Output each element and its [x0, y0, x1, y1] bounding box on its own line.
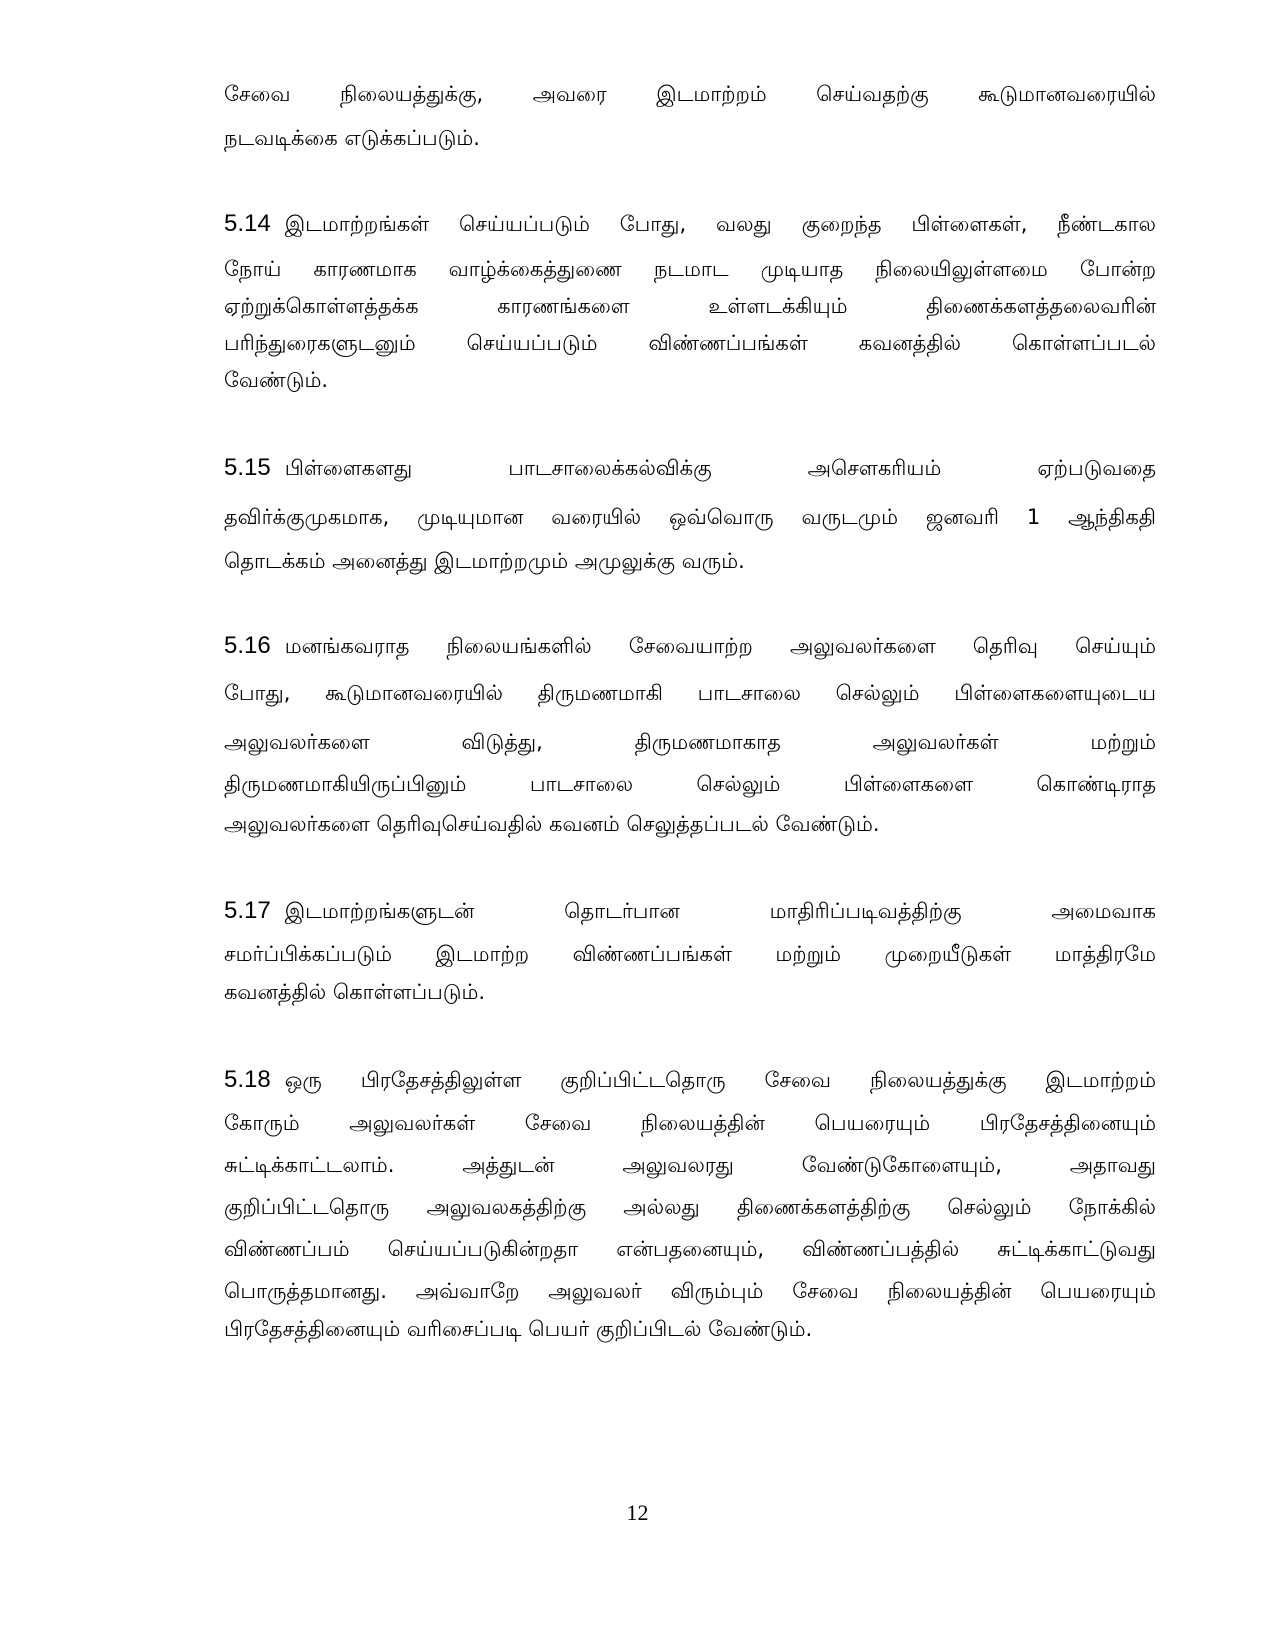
paragraph-text: பிள்ளைகளது பாடசாலைக்கல்விக்கு அசௌகரியம் ஏற்படுவதை: [284, 456, 1156, 480]
section-number: 5.16: [224, 632, 271, 659]
section-number: 5.15: [224, 454, 271, 481]
paragraph-line: [224, 1066, 1156, 1094]
paragraph-text: மனங்கவராத நிலையங்களில் சேவையாற்ற அலுவலர்களை தெரிவு செய்யும்: [284, 634, 1156, 658]
section-number: 5.14: [224, 210, 271, 237]
paragraph-line: நோய் காரணமாக வாழ்க்கைத்துணை நடமாட முடியாத நிலையிலுள்ளமை போன்ற: [224, 257, 1156, 281]
paragraph-line: போது, கூடுமானவரையில் திருமணமாகி பாடசாலை செல்லும் பிள்ளைகளையுடைய: [224, 681, 1156, 705]
paragraph-line: ஏற்றுக்கொள்ளத்தக்க காரணங்களை உள்ளடக்கியும் திணைக்களத்தலைவரின்: [224, 294, 1156, 318]
paragraph-line: தொடக்கம் அனைத்து இடமாற்றமும் அமுலுக்கு வரும்.: [224, 549, 745, 573]
paragraph-line: [224, 454, 1156, 482]
paragraph-line: [224, 210, 1156, 238]
paragraph-line: [224, 632, 1156, 660]
page-number: 12: [626, 1500, 649, 1525]
paragraph-line: குறிப்பிட்டதொரு அலுவலகத்திற்கு அல்லது திணைக்களத்திற்கு செல்லும் நோக்கில்: [224, 1195, 1156, 1219]
paragraph-line: சேவை நிலையத்துக்கு, அவரை இடமாற்றம் செய்வதற்கு கூடுமானவரையில்: [224, 82, 1156, 106]
paragraph-line: கோரும் அலுவலர்கள் சேவை நிலையத்தின் பெயரையும் பிரதேசத்தினையும்: [224, 1111, 1156, 1135]
section-number: 5.18: [224, 1066, 271, 1093]
paragraph-line: வேண்டும்.: [224, 368, 329, 392]
paragraph-text: இடமாற்றங்கள் செய்யப்படும் போது, வலது குறைந்த பிள்ளைகள், நீண்டகால: [284, 212, 1156, 236]
paragraph-line: பரிந்துரைகளுடனும் செய்யப்படும் விண்ணப்பங்கள் கவனத்தில் கொள்ளப்படல்: [224, 331, 1156, 355]
paragraph-line: கவனத்தில் கொள்ளப்படும்.: [224, 980, 486, 1004]
paragraph-line: [224, 897, 1156, 925]
section-number: 5.17: [224, 897, 271, 924]
paragraph-line: நடவடிக்கை எடுக்கப்படும்.: [224, 126, 480, 150]
paragraph-line: பிரதேசத்தினையும் வரிசைப்படி பெயர் குறிப்பிடல் வேண்டும்.: [224, 1317, 813, 1341]
paragraph-line: விண்ணப்பம் செய்யப்படுகின்றதா என்பதனையும், விண்ணப்பத்தில் சுட்டிக்காட்டுவது: [224, 1237, 1156, 1261]
paragraph-text: இடமாற்றங்களுடன் தொடர்பான மாதிரிப்படிவத்திற்கு அமைவாக: [284, 899, 1156, 923]
paragraph-line: பொருத்தமானது. அவ்வாறே அலுவலர் விரும்பும் சேவை நிலையத்தின் பெயரையும்: [224, 1279, 1156, 1303]
paragraph-line: தவிர்க்குமுகமாக, முடியுமான வரையில் ஒவ்வொரு வருடமும் ஜனவரி 1 ஆந்திகதி: [224, 505, 1156, 529]
paragraph-line: திருமணமாகியிருப்பினும் பாடசாலை செல்லும் பிள்ளைகளை கொண்டிராத: [224, 772, 1156, 796]
paragraph-line: சுட்டிக்காட்டலாம். அத்துடன் அலுவலரது வேண்டுகோளையும், அதாவது: [224, 1153, 1156, 1177]
paragraph-line: சமர்ப்பிக்கப்படும் இடமாற்ற விண்ணப்பங்கள் மற்றும் முறையீடுகள் மாத்திரமே: [224, 942, 1156, 966]
paragraph-line: அலுவலர்களை விடுத்து, திருமணமாகாத அலுவலர்கள் மற்றும்: [224, 730, 1156, 754]
paragraph-line: அலுவலர்களை தெரிவுசெய்வதில் கவனம் செலுத்தப்படல் வேண்டும்.: [224, 812, 880, 836]
paragraph-text: ஒரு பிரதேசத்திலுள்ள குறிப்பிட்டதொரு சேவை நிலையத்துக்கு இடமாற்றம்: [284, 1068, 1156, 1092]
